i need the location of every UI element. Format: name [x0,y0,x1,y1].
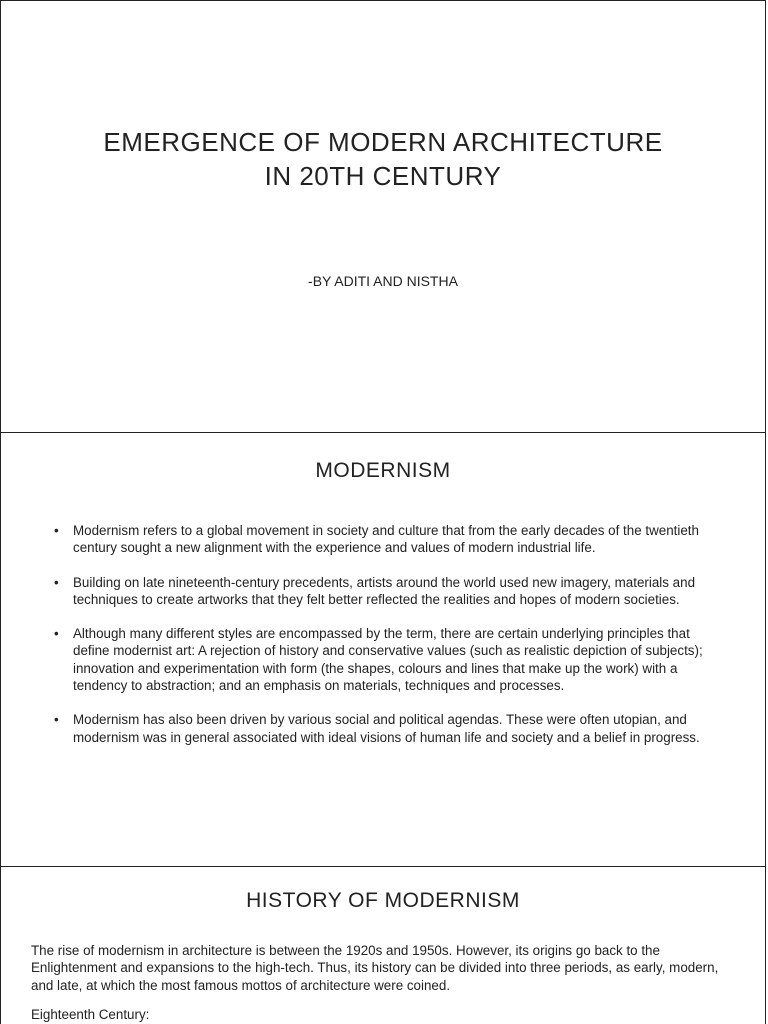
bullet-marker: • [54,626,59,642]
list-item [54,574,714,609]
bullet-marker: • [54,712,59,728]
author-byline: -BY ADITI AND NISTHA [308,273,458,289]
section-subheading: Eighteenth Century: [31,1007,150,1022]
history-slide [0,866,766,1024]
presentation-title [1,125,765,193]
slide-heading: HISTORY OF MODERNISM [246,889,520,912]
modernism-slide [0,432,766,867]
body-paragraph: The rise of modernism in architecture is between the 1920s and 1950s. However, its origins go back to the Enlightenment and expansions to the high-tech. Thus, its history can be divided into three periods, as early, modern, and late, at which the most famous mottos of architecture were coined. [31,943,719,993]
bullet-marker: • [54,523,59,538]
bullet-list [54,522,714,763]
slide-heading: MODERNISM [315,459,451,482]
title-slide [0,0,766,433]
list-item [54,522,714,557]
list-item [54,711,714,746]
title-line-2: IN 20TH CENTURY [264,161,502,191]
bullet-text: Building on late nineteenth-century precedents, artists around the world used new imagery, materials and techniques to create artworks that they felt better reflected the realities and hopes of modern societies. [73,574,696,607]
bullet-text: Modernism has also been driven by various social and political agendas. These were often utopian, and modernism was in general associated with ideal visions of human life and society and a belief in progress. [73,712,700,745]
list-item [54,625,714,694]
bullet-marker: • [54,574,59,590]
bullet-text: Although many different styles are encompassed by the term, there are certain underlying principles that define modernist art: A rejection of history and conservative values (such as realistic depiction of subjects); innovation and experimentation with form (the shapes, colours and lines that make up the work) with a tendency to abstraction; and an emphasis on materials, techniques and processes. [73,626,703,694]
title-line-1: EMERGENCE OF MODERN ARCHITECTURE [103,127,663,157]
bullet-text: Modernism refers to a global movement in society and culture that from the early decades of the twentieth century sought a new alignment with the experience and values of modern industrial life. [73,523,699,556]
